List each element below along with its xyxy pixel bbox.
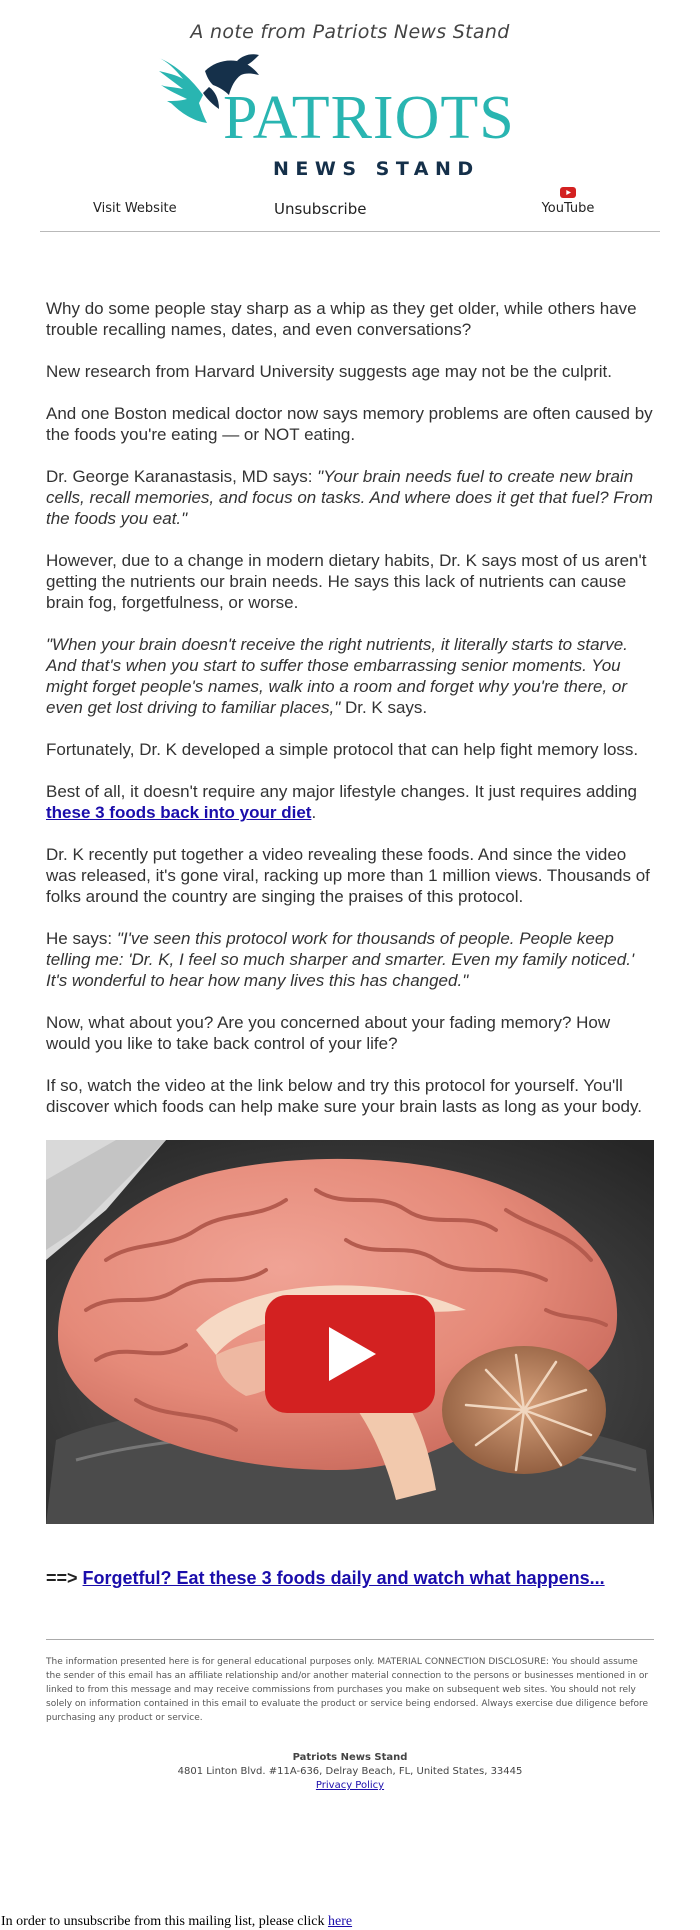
doctor-quote: "I've seen this protocol work for thousands of people. People keep telling me: 'Dr. K, I feel so much sharper and smarter. Even my family noticed.' It's wonderful to hear how many lives this has changed.": [46, 929, 635, 990]
foods-diet-link[interactable]: these 3 foods back into your diet: [46, 803, 312, 822]
privacy-policy-link[interactable]: Privacy Policy: [315, 1780, 385, 1791]
header-tagline: A note from Patriots News Stand: [190, 21, 510, 43]
doctor-quote: "Your brain needs fuel to create new brain cells, recall memories, and focus on tasks. And where does it get that fuel? From the foods you eat.": [46, 467, 653, 528]
visit-website-link[interactable]: Visit Website: [93, 201, 177, 216]
cta-arrow: ==>: [46, 1568, 83, 1588]
youtube-link[interactable]: [533, 187, 603, 216]
cta-line: [46, 1568, 654, 1589]
unsubscribe-text: In order to unsubscribe from this mailing list, please click: [1, 1914, 328, 1929]
company-address: 4801 Linton Blvd. #11A-636, Delray Beach, FL, United States, 33445: [177, 1766, 523, 1777]
paragraph: [46, 634, 654, 718]
footer-divider: [46, 1639, 654, 1640]
youtube-label: YouTube: [541, 201, 595, 216]
footer-unsubscribe-line: [1, 1914, 352, 1930]
cta-video-link[interactable]: Forgetful? Eat these 3 foods daily and watch what happens...: [82, 1568, 605, 1588]
play-icon[interactable]: [265, 1295, 435, 1413]
paragraph: Dr. K recently put together a video revealing these foods. And since the video was released, it's gone viral, racking up more than 1 million views. Thousands of folks around the country are singing the praises of this protocol.: [46, 845, 650, 906]
brain-model-image: [46, 1140, 654, 1524]
paragraph: New research from Harvard University suggests age may not be the culprit.: [46, 362, 612, 381]
doctor-quote: "When your brain doesn't receive the right nutrients, it literally starts to starve. And that's when you start to suffer those embarrassing senior moments. You might forget people's names, walk into a room and forget why you're there, or even get lost driving to familiar places,": [46, 635, 628, 717]
paragraph-lead: Best of all, it doesn't require any major lifestyle changes. It just requires adding: [46, 782, 637, 801]
paragraph-lead: Dr. George Karanastasis, MD says:: [46, 467, 318, 486]
paragraph-lead: He says:: [46, 929, 117, 948]
paragraph: [46, 781, 654, 823]
paragraph: [46, 466, 654, 529]
paragraph-tail: .: [311, 803, 317, 822]
paragraph-tail: Dr. K says.: [340, 698, 428, 717]
paragraph: And one Boston medical doctor now says memory problems are often caused by the foods you're eating — or NOT eating.: [46, 404, 653, 444]
brand-name: PATRIOTS: [223, 84, 515, 152]
company-name: Patriots News Stand: [292, 1752, 408, 1763]
brand-logo[interactable]: [40, 51, 660, 183]
paragraph: [46, 928, 654, 991]
paragraph: Why do some people stay sharp as a whip as they get older, while others have trouble recalling names, dates, and even conversations?: [46, 299, 637, 339]
unsubscribe-here-link[interactable]: here: [327, 1914, 353, 1929]
paragraph: Now, what about you? Are you concerned about your fading memory? How would you like to take back control of your life?: [46, 1013, 611, 1053]
paragraph: If so, watch the video at the link below and try this protocol for yourself. You'll discover which foods can help make sure your brain lasts as long as your body.: [46, 1076, 642, 1116]
disclaimer-text: The information presented here is for general educational purposes only. MATERIAL CONNECTION DISCLOSURE: You should assume the sender of this email has an affiliate relationship and/or another material connection to the persons or businesses mentioned in or linked to from this message and may receive commissions from purchases you make on subsequent web sites. You should not rely solely on information contained in this email to evaluate the product or service being endorsed. Always exercise due diligence before purchasing any product or service.: [46, 1657, 649, 1723]
unsubscribe-link[interactable]: Unsubscribe: [274, 200, 367, 218]
header-nav: [40, 183, 660, 232]
brand-subtitle: NEWS STAND: [273, 158, 480, 180]
article-body: [40, 232, 660, 1117]
email-container: [40, 0, 660, 1793]
company-address-block: [40, 1751, 660, 1793]
youtube-icon: [560, 187, 576, 198]
paragraph: Fortunately, Dr. K developed a simple protocol that can help fight memory loss.: [46, 740, 639, 759]
paragraph: However, due to a change in modern dietary habits, Dr. K says most of us aren't getting the nutrients our brain needs. He says this lack of nutrients can cause brain fog, forgetfulness, or worse.: [46, 551, 647, 612]
video-thumbnail[interactable]: [46, 1140, 654, 1524]
